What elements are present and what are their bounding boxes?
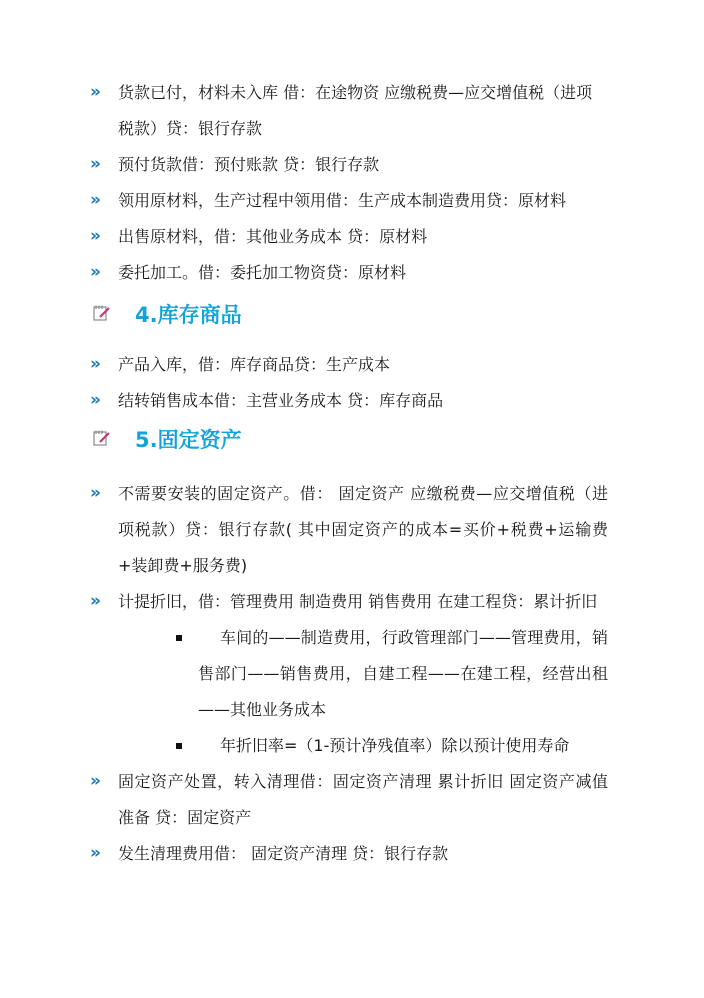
section-title: 5.固定资产 (135, 428, 242, 452)
list-item (0, 584, 704, 620)
double-chevron-icon: » (90, 82, 101, 102)
list-item (0, 476, 704, 584)
list-item (0, 836, 704, 872)
section5-list (0, 476, 704, 872)
list-item-text: 结转销售成本借：主营业务成本 贷：库存商品 (118, 391, 444, 410)
section-title: 4.库存商品 (135, 303, 242, 327)
list-item-text: 发生清理费用借： 固定资产清理 贷：银行存款 (118, 844, 449, 863)
sub-list-item (0, 620, 704, 728)
list-item (0, 764, 704, 836)
double-chevron-icon: » (90, 843, 101, 863)
double-chevron-icon: » (90, 226, 101, 246)
top-list (0, 75, 704, 291)
list-item-text: 货款已付，材料未入库 借：在途物资 应缴税费—应交增值税（进项税款）贷：银行存款 (118, 83, 593, 138)
list-item-text: 领用原材料，生产过程中领用借：生产成本制造费用贷：原材料 (118, 191, 567, 210)
list-item (0, 219, 704, 255)
list-item-text: 预付货款借：预付账款 贷：银行存款 (118, 155, 380, 174)
double-chevron-icon: » (90, 771, 101, 791)
note-pencil-icon (92, 428, 112, 448)
list-item-text: 计提折旧，借：管理费用 制造费用 销售费用 在建工程贷：累计折旧 (118, 592, 598, 611)
square-bullet-icon (176, 743, 182, 749)
double-chevron-icon: » (90, 390, 101, 410)
list-item-text: 产品入库，借：库存商品贷：生产成本 (118, 355, 391, 374)
section4-list (0, 347, 704, 419)
list-item (0, 75, 704, 147)
double-chevron-icon: » (90, 190, 101, 210)
list-item (0, 147, 704, 183)
sub-list-item-text: 年折旧率=（1-预计净残值率）除以预计使用寿命 (220, 736, 570, 755)
sub-list-item (0, 728, 704, 764)
list-item (0, 383, 704, 419)
double-chevron-icon: » (90, 483, 101, 503)
list-item (0, 347, 704, 383)
double-chevron-icon: » (90, 262, 101, 282)
double-chevron-icon: » (90, 354, 101, 374)
list-item-text: 委托加工。借：委托加工物资贷：原材料 (118, 263, 407, 282)
list-item (0, 255, 704, 291)
double-chevron-icon: » (90, 154, 101, 174)
double-chevron-icon: » (90, 591, 101, 611)
sub-list-item-text: 车间的——制造费用，行政管理部门——管理费用，销售部门——销售费用，自建工程——在建工程，经营出租——其他业务成本 (198, 628, 608, 719)
square-bullet-icon (176, 635, 182, 641)
section-heading-4 (0, 297, 704, 333)
note-pencil-icon (92, 303, 112, 323)
section-heading-5 (0, 422, 704, 458)
list-item (0, 183, 704, 219)
list-item-text: 出售原材料，借：其他业务成本 贷：原材料 (118, 227, 428, 246)
list-item-text: 不需要安装的固定资产。借： 固定资产 应缴税费—应交增值税（进项税款）贷：银行存款( 其中固定资产的成本=买价+税费+运输费+装卸费+服务费) (118, 484, 608, 575)
list-item-text: 固定资产处置，转入清理借：固定资产清理 累计折旧 固定资产减值准备 贷：固定资产 (118, 772, 608, 827)
